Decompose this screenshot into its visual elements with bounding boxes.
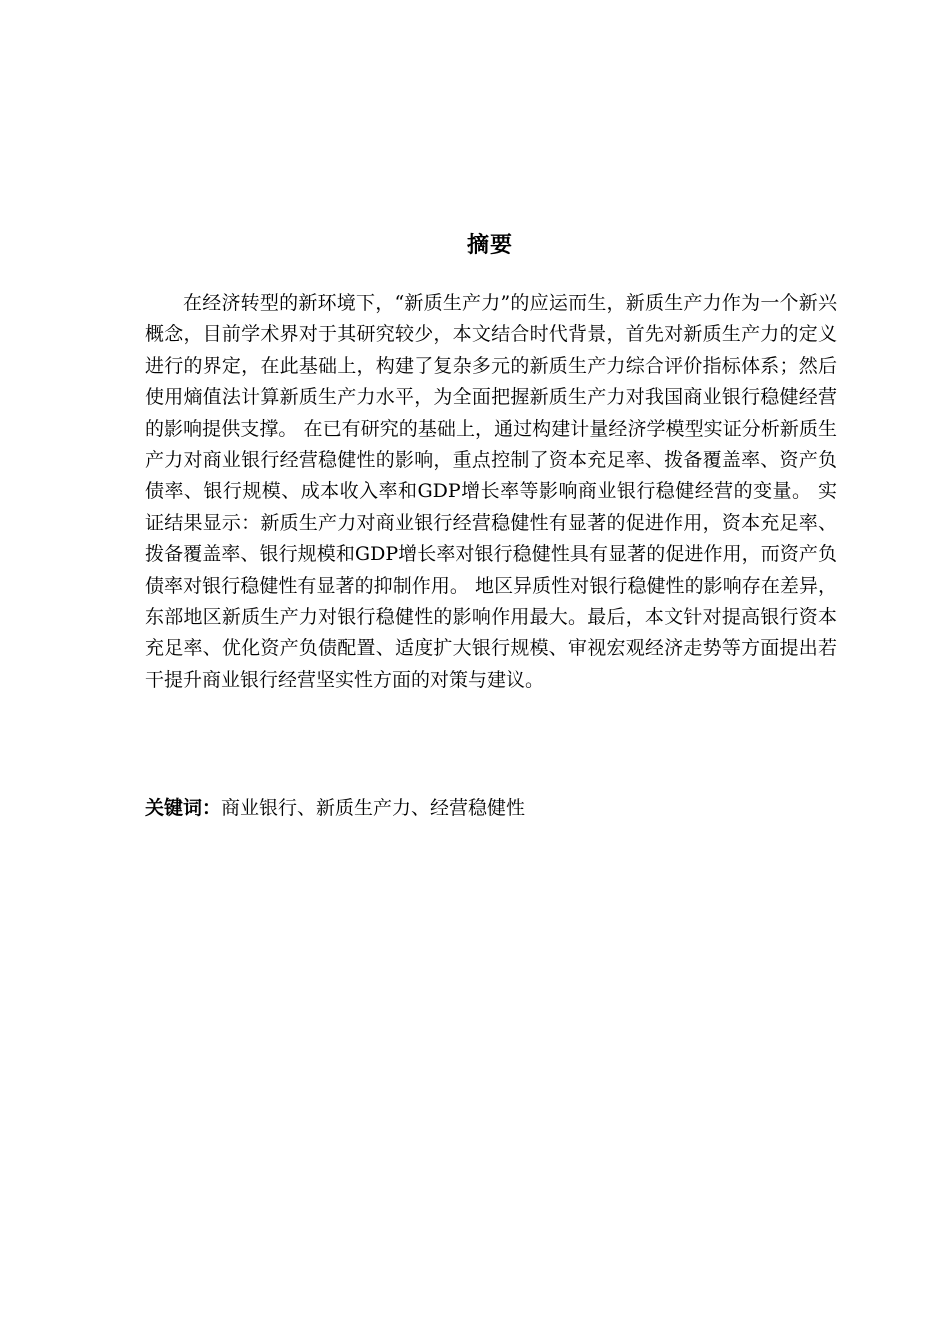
keywords-text: 商业银行、新质生产力、经营稳健性 [221, 797, 526, 819]
keywords-line [145, 793, 837, 824]
abstract-title: 摘要 [466, 233, 513, 258]
keywords-label: 关键词： [145, 797, 222, 819]
abstract-paragraph: 在经济转型的新环境下，“新质生产力”的应运而生，新质生产力作为一个新兴概念，目前学术界对于其研究较少，本文结合时代背景，首先对新质生产力的定义进行的界定，在此基础上，构建了复杂多元的新质生产力综合评价指标体系；然后使用熵值法计算新质生产力水平，为全面把握新质生产力对我国商业银行稳健经营的影响提供支撑。 在已有研究的基础上，通过构建计量经济学模型实证分析新质生产力对商业银行经营稳健性的影响，重点控制了资本充足率、拨备覆盖率、资产负债率、银行规模、成本收入率和GDP增长率等影响商业银行稳健经营的变量。 实证结果显示：新质生产力对商业银行经营稳健性有显著的促进作用，资本充足率、拨备覆盖率、银行规模和GDP增长率对银行稳健性具有显著的促进作用，而资产负债率对银行稳健性有显著的抑制作用。 地区异质性对银行稳健性的影响存在差异，东部地区新质生产力对银行稳健性的影响作用最大。最后，本文针对提高银行资本充足率、优化资产负债配置、适度扩大银行规模、审视宏观经济走势等方面提出若干提升商业银行经营坚实性方面的对策与建议。 [145, 292, 837, 691]
